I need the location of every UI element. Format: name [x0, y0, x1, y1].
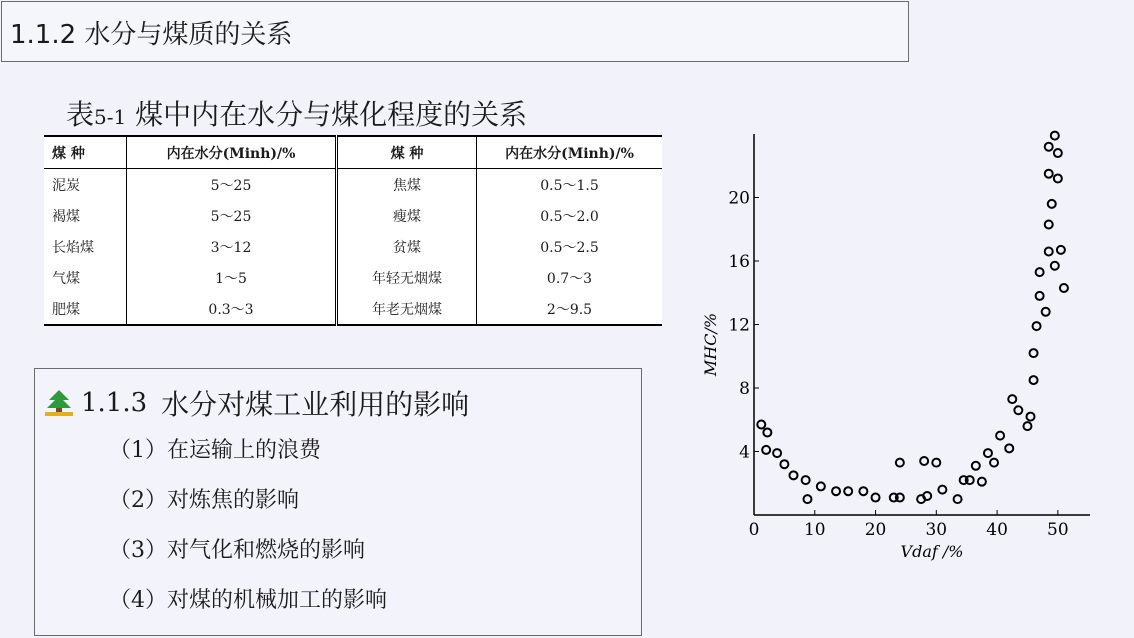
list-heading-number: 1.1.3 [81, 388, 148, 418]
scatter-point [1060, 284, 1068, 292]
scatter-point [872, 494, 880, 502]
table-row [44, 200, 662, 231]
scatter-point [1014, 406, 1022, 414]
table-cell: 0.3～3 [127, 293, 337, 325]
scatter-point [757, 421, 765, 429]
moisture-table [44, 135, 662, 326]
table-cell: 5～25 [127, 169, 337, 201]
table-row [44, 262, 662, 293]
section-title-box [1, 1, 909, 62]
x-tick-label: 50 [1047, 520, 1069, 540]
x-axis-label: Vdaf /% [900, 542, 964, 561]
table-cell: 1～5 [127, 262, 337, 293]
scatter-point [1054, 174, 1062, 182]
scatter-point [920, 457, 928, 465]
scatter-point [817, 482, 825, 490]
table-cell: 焦煤 [337, 169, 477, 201]
y-tick-label: 20 [728, 188, 750, 209]
scatter-point [802, 476, 810, 484]
scatter-point [1051, 132, 1059, 140]
table-header: 煤 种 [44, 136, 127, 169]
scatter-point [932, 459, 940, 467]
table-header: 内在水分(Minh)/% [505, 145, 634, 162]
scatter-point [832, 487, 840, 495]
table-cell: 年老无烟煤 [337, 293, 477, 325]
impact-list-box [34, 368, 642, 636]
y-axis-label: MHC/% [701, 312, 720, 377]
y-tick-label: 8 [739, 379, 750, 399]
scatter-point [763, 428, 771, 436]
scatter-point [996, 432, 1004, 440]
scatter-point [803, 495, 811, 503]
list-item-text: 在运输上的浪费 [167, 438, 322, 463]
scatter-point [1054, 149, 1062, 157]
scatter-point [1045, 247, 1053, 255]
table-cell: 0.5～2.5 [540, 239, 599, 256]
x-tick-label: 10 [803, 520, 826, 540]
x-tick-label: 0 [748, 520, 760, 540]
table-cell: 0.5～2.0 [540, 208, 599, 225]
table-cell: 气煤 [44, 262, 127, 293]
table-row [44, 293, 662, 325]
list-item-text: 对煤的机械加工的影响 [167, 588, 388, 613]
scatter-point [1045, 220, 1053, 228]
tree-icon [43, 388, 75, 418]
table-caption-number: 5-1 [94, 105, 127, 129]
table-header: 煤 种 [337, 136, 477, 169]
scatter-point [1045, 170, 1053, 178]
scatter-point [990, 459, 998, 467]
scatter-point [984, 449, 992, 457]
scatter-point [1030, 376, 1038, 384]
list-item-number: （1） [109, 438, 167, 463]
list-item-text: 对气化和燃烧的影响 [167, 538, 366, 563]
scatter-point [1027, 413, 1035, 421]
scatter-point [790, 471, 798, 479]
scatter-point [859, 487, 867, 495]
scatter-point [1036, 268, 1044, 276]
table-cell: 贫煤 [337, 231, 477, 262]
scatter-point [844, 487, 852, 495]
scatter-point [780, 460, 788, 468]
y-tick-label: 4 [739, 442, 750, 463]
table-caption-text: 煤中内在水分与煤化程度的关系 [126, 98, 528, 131]
scatter-point [896, 459, 904, 467]
table-cell: 3～12 [127, 231, 337, 262]
mhc-vdaf-scatter-chart [694, 122, 1094, 582]
impact-list [109, 431, 387, 631]
scatter-point [773, 449, 781, 457]
scatter-point [1008, 395, 1016, 403]
list-item [109, 431, 387, 481]
scatter-point [1036, 292, 1044, 300]
table-cell: 0.5～1.5 [540, 177, 599, 194]
list-item [109, 581, 387, 631]
table-cell: 肥煤 [44, 293, 127, 325]
table-cell: 0.7～3 [546, 270, 593, 287]
list-item-text: 对炼焦的影响 [167, 488, 300, 513]
scatter-point [1045, 143, 1053, 151]
table-cell: 年轻无烟煤 [337, 262, 477, 293]
table-caption-prefix: 表 [66, 98, 95, 131]
x-tick-label: 20 [864, 520, 887, 540]
y-tick-label: 16 [728, 252, 750, 272]
x-tick-label: 30 [925, 520, 948, 540]
scatter-point [978, 478, 986, 486]
table-row [44, 231, 662, 262]
table-caption [66, 93, 527, 133]
table-cell: 长焰煤 [44, 231, 127, 262]
y-tick-label: 12 [728, 315, 750, 336]
scatter-point [938, 486, 946, 494]
table-header-row [44, 136, 662, 169]
scatter-point [762, 446, 770, 454]
table-cell: 泥炭 [44, 169, 127, 201]
scatter-point [1023, 422, 1031, 430]
section-title: 1.1.2 水分与煤质的关系 [10, 20, 293, 50]
scatter-point [1005, 444, 1013, 452]
list-item [109, 481, 387, 531]
scatter-point [1057, 246, 1065, 254]
table-row [44, 169, 662, 201]
scatter-point [972, 462, 980, 470]
scatter-point [954, 495, 962, 503]
list-item [109, 531, 387, 581]
table-cell: 5～25 [127, 200, 337, 231]
table-cell: 褐煤 [44, 200, 127, 231]
list-item-number: （3） [109, 538, 167, 563]
scatter-point [1042, 308, 1050, 316]
list-heading-text: 水分对煤工业利用的影响 [161, 388, 470, 421]
list-item-number: （4） [109, 588, 167, 613]
table-header: 内在水分(Minh)/% [127, 136, 337, 169]
list-item-number: （2） [109, 488, 167, 513]
scatter-point [1033, 322, 1041, 330]
scatter-point [1051, 262, 1059, 270]
scatter-point [1030, 349, 1038, 357]
scatter-point [1048, 200, 1056, 208]
list-heading [43, 383, 469, 423]
x-tick-label: 40 [986, 520, 1008, 540]
table-cell: 瘦煤 [337, 200, 477, 231]
table-cell: 2～9.5 [546, 301, 593, 318]
